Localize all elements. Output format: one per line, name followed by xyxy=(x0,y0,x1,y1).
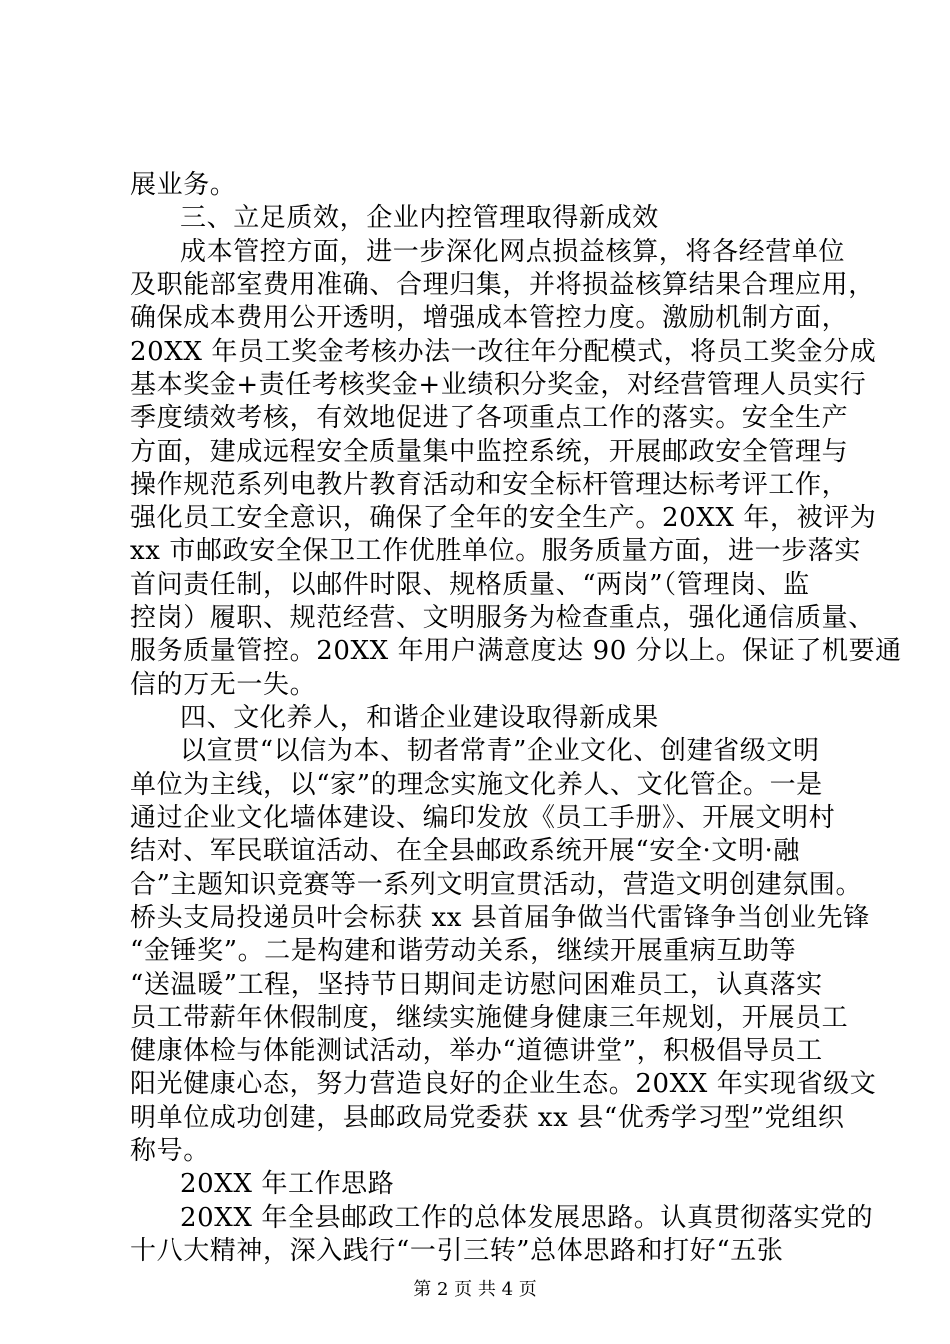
text-line: 通过企业文化墙体建设、编印发放《员工手册》、开展文明村 xyxy=(130,802,836,833)
text-line: 首问责任制，以邮件时限、规格质量、“两岗”（管理岗、监 xyxy=(130,569,810,600)
section-heading: 三、立足质效，企业内控管理取得新成效 xyxy=(180,203,659,234)
text-line: 员工带薪年休假制度，继续实施健身健康三年规划，开展员工 xyxy=(130,1002,849,1033)
text-line: 20XX 年员工奖金考核办法一改往年分配模式，将员工奖金分成 xyxy=(130,336,877,367)
text-line: 桥头支局投递员叶会标获 xx 县首届争做当代雷锋争当创业先锋 xyxy=(130,902,870,933)
text-line: 结对、军民联谊活动、在全县邮政系统开展“安全·文明·融 xyxy=(130,836,801,867)
text-line: 确保成本费用公开透明，增强成本管控力度。激励机制方面， xyxy=(130,303,849,334)
text-line: 20XX 年全县邮政工作的总体发展思路。认真贯彻落实党的 xyxy=(180,1202,874,1233)
text-line: 方面，建成远程安全质量集中监控系统，开展邮政安全管理与 xyxy=(130,436,849,467)
page-number-footer: 第 2 页 共 4 页 xyxy=(413,1279,537,1300)
text-line: 信的万无一失。 xyxy=(130,669,317,700)
text-line: 阳光健康心态，努力营造良好的企业生态。20XX 年实现省级文 xyxy=(130,1069,877,1100)
text-line: 单位为主线，以“家”的理念实施文化养人、文化管企。一是 xyxy=(130,769,823,800)
text-line: 成本管控方面，进一步深化网点损益核算，将各经营单位 xyxy=(180,236,846,267)
text-line: 十八大精神，深入践行“一引三转”总体思路和打好“五张 xyxy=(130,1236,784,1266)
text-line: 以宣贯“以信为本、韧者常青”企业文化、创建省级文明 xyxy=(180,736,820,767)
text-line: xx 市邮政安全保卫工作优胜单位。服务质量方面，进一步落实 xyxy=(130,536,861,567)
text-line: 基本奖金+责任考核奖金+业绩积分奖金，对经营管理人员实行 xyxy=(130,369,867,400)
text-line: 强化员工安全意识，确保了全年的安全生产。20XX 年，被评为 xyxy=(130,503,877,534)
text-line: 控岗）履职、规范经营、文明服务为检查重点，强化通信质量、 xyxy=(130,603,875,634)
text-line: 服务质量管控。20XX 年用户满意度达 90 分以上。保证了机要通 xyxy=(130,636,902,667)
text-line: 合”主题知识竞赛等一系列文明宣贯活动，营造文明创建氛围。 xyxy=(130,869,863,900)
text-line: 称号。 xyxy=(130,1136,210,1167)
text-line: 季度绩效考核，有效地促进了各项重点工作的落实。安全生产 xyxy=(130,403,849,434)
text-line: 展业务。 xyxy=(130,170,237,200)
text-line: 及职能部室费用准确、合理归集，并将损益核算结果合理应用， xyxy=(130,269,875,300)
section-heading: 四、文化养人，和谐企业建设取得新成果 xyxy=(180,703,659,733)
text-line: “金锤奖”。二是构建和谐劳动关系，继续开展重病互助等 xyxy=(130,936,797,967)
text-line: “送温暖”工程，坚持节日期间走访慰问困难员工，认真落实 xyxy=(130,969,823,1000)
text-line: 健康体检与体能测试活动，举办“道德讲堂”，积极倡导员工 xyxy=(130,1036,823,1067)
text-line: 操作规范系列电教片教育活动和安全标杆管理达标考评工作， xyxy=(130,469,849,500)
section-heading: 20XX 年工作思路 xyxy=(180,1169,395,1200)
text-line: 明单位成功创建，县邮政局党委获 xx 县“优秀学习型”党组织 xyxy=(130,1102,845,1133)
